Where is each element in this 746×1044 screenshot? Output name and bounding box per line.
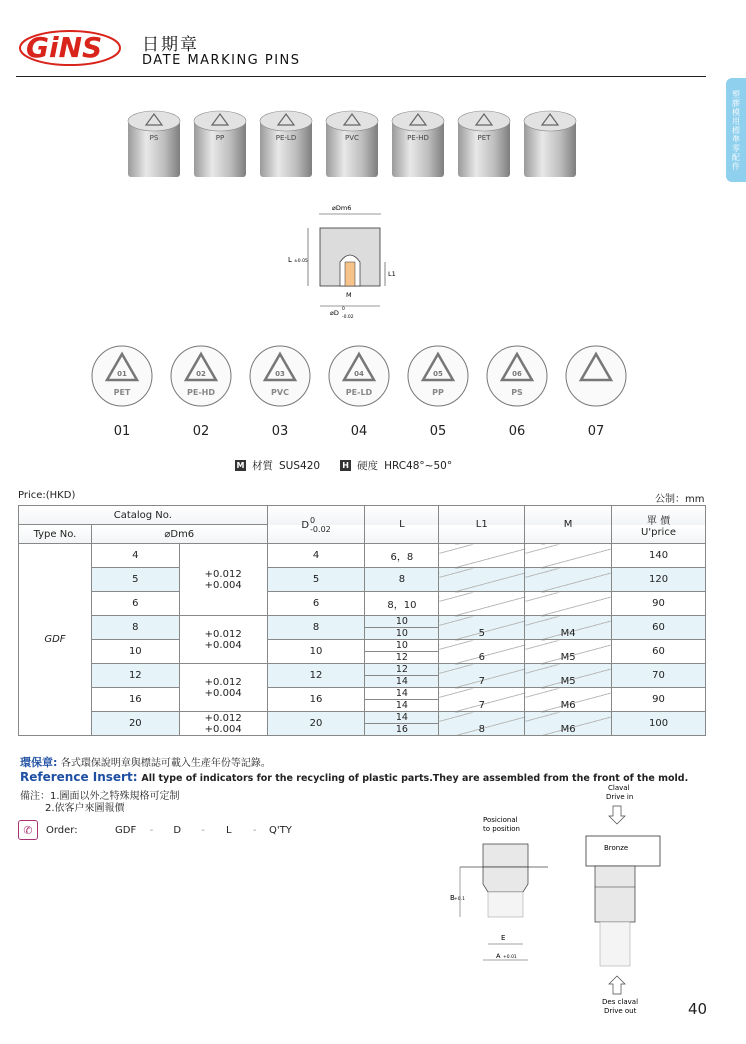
positioning-diagram	[448, 812, 558, 992]
pin-photo-code: PE-LD	[275, 134, 297, 142]
l-cell: 10 10	[365, 616, 439, 640]
stamp-number: 02	[196, 370, 206, 378]
posicional-label: Posicional	[483, 816, 518, 824]
l-dimension: L	[288, 256, 292, 264]
stamp-index-label: 04	[350, 424, 368, 439]
l1-cell: 8	[439, 712, 525, 736]
pin-photo	[326, 111, 378, 177]
remark-1: 備注：1.圖面以外之特殊規格可定制	[20, 791, 180, 802]
a-tolerance: +0.01	[503, 955, 517, 960]
stamp-index-label: 05	[429, 424, 447, 439]
d-cell: 12	[267, 664, 365, 688]
price-header: 單 價 U'price	[612, 506, 706, 544]
dm6-cell: 20	[91, 712, 179, 736]
page-title-en: DATE MARKING PINS	[142, 53, 301, 68]
order-field-l: L	[226, 824, 232, 836]
tolerance-cell: +0.012 +0.004	[179, 616, 267, 664]
pin-photo-code: PE-HD	[407, 134, 429, 142]
pin-photo	[524, 111, 576, 177]
m-cell: M4	[525, 616, 612, 640]
l-cell: 8	[365, 568, 439, 592]
side-category-tab: 塑膠模用標準零配件	[726, 78, 746, 182]
l-cell: 12 14	[365, 664, 439, 688]
pin-photo-code: PS	[149, 134, 159, 142]
price-cell: 60	[612, 616, 706, 640]
pin-photo-code: PP	[215, 134, 225, 142]
d-cell: 6	[267, 592, 365, 616]
material-info	[235, 458, 452, 473]
d-cell: 16	[267, 688, 365, 712]
order-field-d: D	[173, 824, 182, 836]
tolerance-cell: +0.012 +0.004	[179, 664, 267, 712]
remarks	[20, 791, 180, 815]
recycling-stamp	[408, 346, 468, 406]
material-value: SUS420	[279, 459, 321, 472]
a-dimension: A	[496, 952, 501, 960]
dm6-cell: 10	[91, 640, 179, 664]
material-icon: M	[236, 461, 245, 470]
l-header: L	[365, 506, 439, 544]
recycling-stamp	[171, 346, 231, 406]
type-cell: GDF	[19, 544, 92, 736]
d-tol-down: -0.02	[342, 315, 354, 320]
price-currency-label: Price:(HKD)	[18, 490, 76, 501]
header-divider	[16, 76, 706, 77]
stamp-number: 05	[433, 370, 443, 378]
recycling-stamp	[250, 346, 310, 406]
m-header: M	[525, 506, 612, 544]
recycling-stamp	[566, 346, 626, 406]
m-cell: M6	[525, 688, 612, 712]
des-claval-label: Des claval	[602, 998, 639, 1006]
order-sep: -	[201, 824, 205, 836]
phone-icon: ✆	[18, 820, 38, 840]
stamp-number: 03	[275, 370, 285, 378]
pin-technical-drawing	[270, 200, 400, 325]
d-cell: 5	[267, 568, 365, 592]
m-cell	[525, 592, 612, 616]
l1-header: L1	[439, 506, 525, 544]
stamp-index-label: 03	[271, 424, 289, 439]
env-text: 各式環保說明章與標誌可載入生產年份等記錄。	[60, 758, 271, 769]
stamp-index-label: 06	[508, 424, 526, 439]
drive-out-label: Drive out	[604, 1007, 637, 1015]
l1-cell	[439, 544, 525, 568]
stamp-code: PET	[113, 388, 131, 397]
l-cell: 14 14	[365, 688, 439, 712]
pin-photo	[260, 111, 312, 177]
l1-cell: 5	[439, 616, 525, 640]
d-cell: 20	[267, 712, 365, 736]
stamp-code: PP	[432, 388, 444, 397]
stamp-index-label: 02	[192, 424, 210, 439]
order-format	[18, 820, 296, 840]
stamp-number: 01	[117, 370, 127, 378]
d-tol-up: 0	[342, 307, 345, 312]
stamp-code: PVC	[271, 388, 289, 397]
dm6-cell: 5	[91, 568, 179, 592]
recycling-stamp	[92, 346, 152, 406]
catalog-header: Catalog No.	[19, 506, 268, 525]
dm6-cell: 16	[91, 688, 179, 712]
dm6-cell: 6	[91, 592, 179, 616]
reference-label: Reference Insert:	[20, 770, 138, 784]
order-sep: -	[252, 824, 257, 836]
price-cell: 120	[612, 568, 706, 592]
tolerance-cell: +0.012 +0.004	[179, 544, 267, 616]
pin-photo	[458, 111, 510, 177]
recycling-stamp	[487, 346, 547, 406]
pin-photo-code: PVC	[345, 134, 359, 142]
pin-photo	[194, 111, 246, 177]
price-cell: 60	[612, 640, 706, 664]
b-tolerance: +0.1	[454, 897, 465, 902]
l-cell: 8，10	[365, 592, 439, 616]
claval-label: Claval	[608, 784, 630, 792]
dm6-dimension: ⌀Dm6	[332, 204, 352, 212]
type-no-header: Type No.	[19, 525, 92, 544]
product-photo-row	[120, 105, 590, 185]
stamp-number: 04	[354, 370, 364, 378]
order-field-type: GDF	[115, 824, 137, 836]
page-title-cn: 日期章	[142, 35, 199, 55]
m-cell: M6	[525, 712, 612, 736]
order-field-qty: Q'TY	[269, 824, 292, 836]
remark-2: 2.依客户來圖報價	[45, 803, 125, 814]
bronze-drive-diagram	[578, 782, 668, 1022]
price-cell: 140	[612, 544, 706, 568]
drive-in-label: Drive in	[606, 793, 634, 801]
d-header: D0 -0.02	[267, 506, 365, 544]
order-label: Order:	[46, 824, 78, 836]
l1-cell: 7	[439, 688, 525, 712]
l1-cell: 6	[439, 640, 525, 664]
m-cell: M5	[525, 664, 612, 688]
l1-cell	[439, 592, 525, 616]
m-cell	[525, 568, 612, 592]
price-cell: 70	[612, 664, 706, 688]
l1-cell	[439, 568, 525, 592]
stamp-index-label: 01	[113, 424, 131, 439]
price-cell: 90	[612, 592, 706, 616]
e-dimension: E	[501, 934, 506, 942]
unit-label: 公制：mm	[655, 494, 705, 505]
stamp-index-label: 07	[587, 424, 605, 439]
d-cell: 10	[267, 640, 365, 664]
material-label: 材質	[252, 460, 273, 472]
hardness-icon: H	[340, 460, 351, 471]
gins-logo	[16, 24, 124, 70]
tolerance-cell: +0.012 +0.004	[179, 712, 267, 736]
reference-text: All type of indicators for the recycling of plastic parts.They are assembled from the front of the mold.	[141, 773, 689, 784]
hardness-value: HRC48°~50°	[384, 459, 453, 472]
l-tolerance: ±0.05	[294, 259, 308, 264]
env-label: 環保章:	[20, 756, 58, 769]
dm6-cell: 4	[91, 544, 179, 568]
page-number: 40	[688, 1000, 708, 1018]
dm6-header: ⌀Dm6	[91, 525, 267, 544]
d-cell: 8	[267, 616, 365, 640]
spec-table	[18, 505, 706, 736]
recycling-stamp	[329, 346, 389, 406]
bronze-label: Bronze	[604, 844, 629, 852]
stamp-code: PE-HD	[187, 388, 215, 397]
l-cell: 6，8	[365, 544, 439, 568]
price-cell: 100	[612, 712, 706, 736]
dm6-cell: 12	[91, 664, 179, 688]
hardness-label: 硬度	[357, 460, 379, 472]
stamp-code: PE-LD	[345, 388, 373, 397]
stamp-code: PS	[511, 388, 523, 397]
pin-photo-code: PET	[477, 134, 491, 142]
l1-cell: 7	[439, 664, 525, 688]
l-cell: 14 16	[365, 712, 439, 736]
d-cell: 4	[267, 544, 365, 568]
brand-text: GiNS	[26, 31, 103, 64]
m-dimension: M	[346, 291, 352, 299]
b-dimension: B	[450, 894, 455, 902]
l-cell: 10 12	[365, 640, 439, 664]
l1-dimension: L1	[388, 270, 396, 278]
price-cell: 90	[612, 688, 706, 712]
order-sep: -	[149, 824, 154, 836]
pin-photo	[392, 111, 444, 177]
to-position-label: to position	[483, 825, 520, 833]
stamp-number: 06	[512, 370, 522, 378]
dm6-cell: 8	[91, 616, 179, 640]
pin-photo	[128, 111, 180, 177]
env-note	[20, 754, 271, 770]
m-cell	[525, 544, 612, 568]
m-cell: M5	[525, 640, 612, 664]
d-bottom-dimension: ⌀D	[330, 309, 339, 317]
